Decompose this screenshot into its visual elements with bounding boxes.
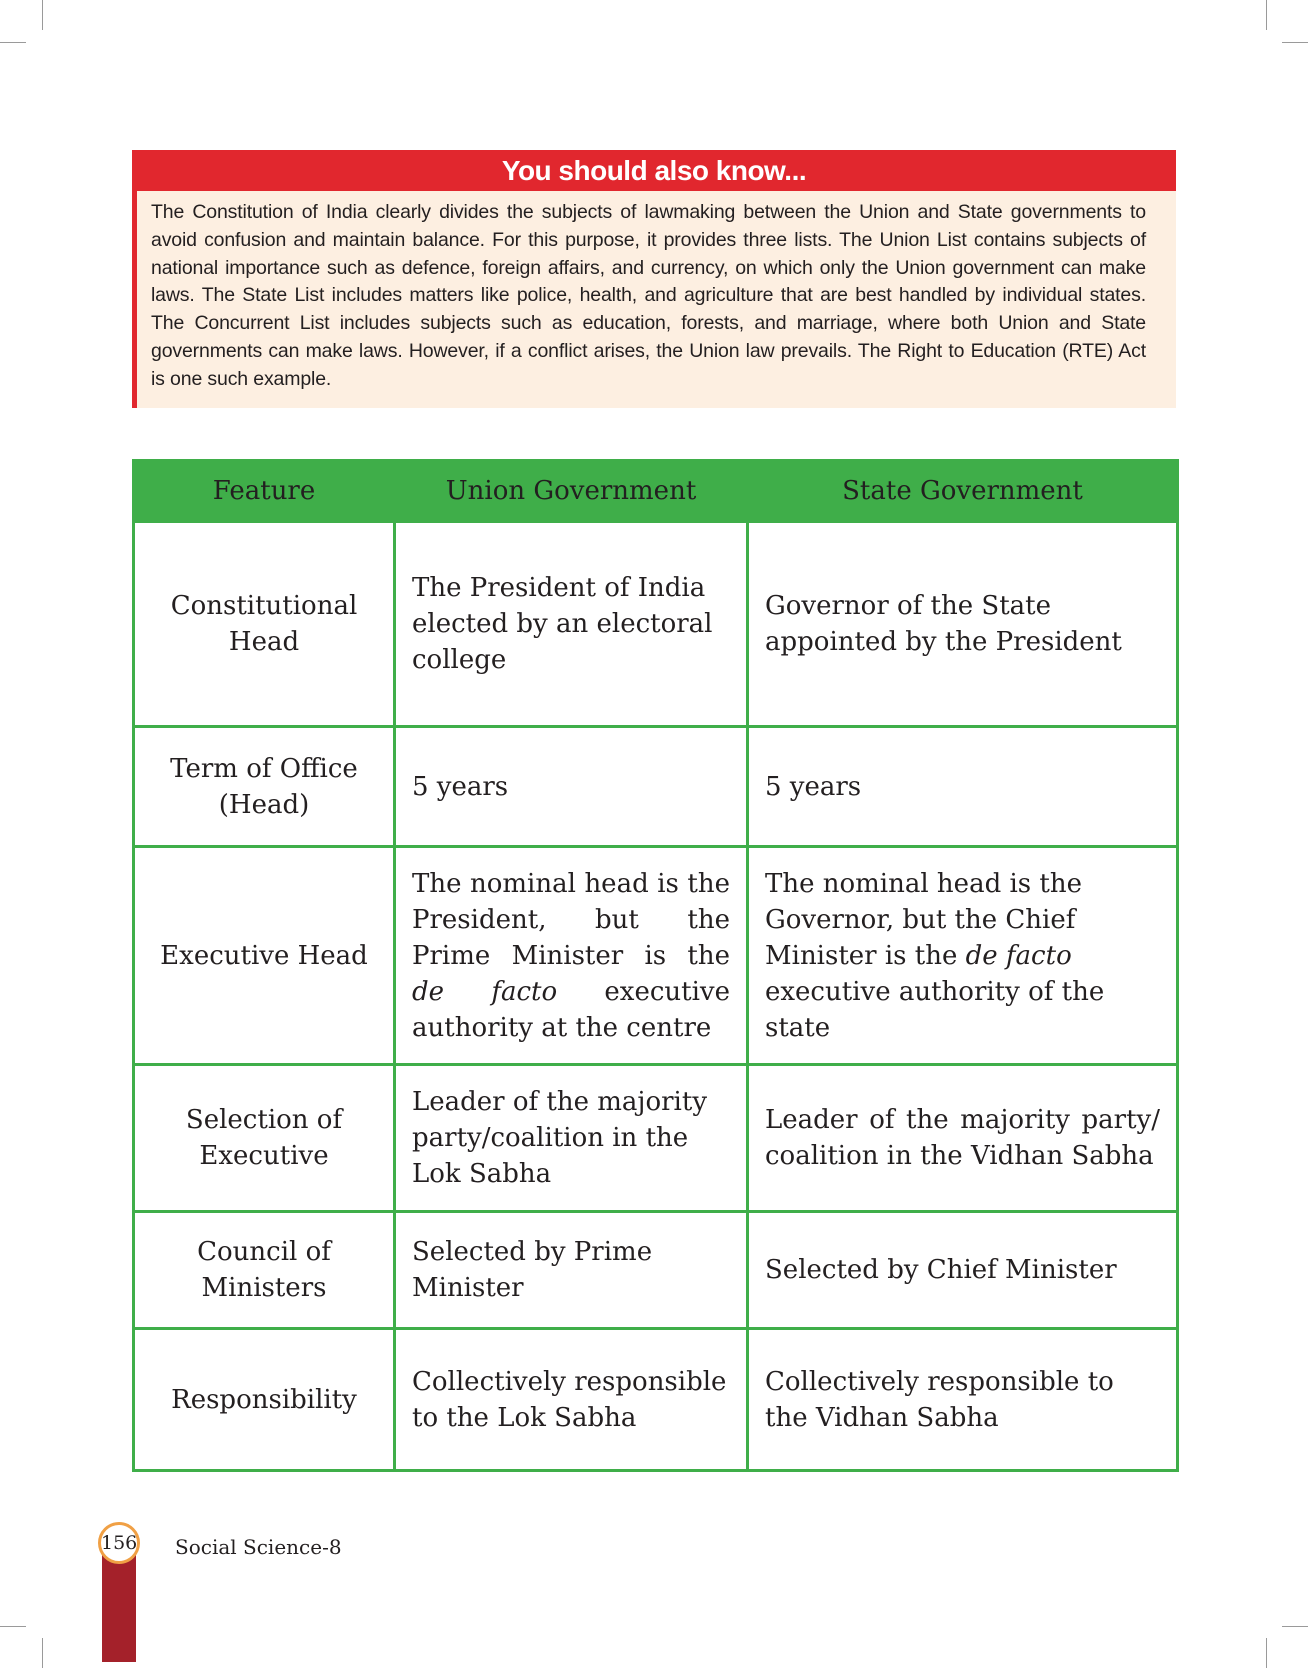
info-box-title: You should also know... — [132, 150, 1176, 191]
union-cell: 5 years — [395, 727, 748, 847]
header-union-government: Union Government — [395, 461, 748, 522]
feature-cell: Executive Head — [134, 847, 395, 1065]
header-feature: Feature — [134, 461, 395, 522]
state-text-italic: de facto — [965, 940, 1072, 971]
feature-cell: Selection of Executive — [134, 1065, 395, 1212]
table-row — [134, 1212, 1178, 1329]
table-row — [134, 1065, 1178, 1212]
crop-mark — [1282, 1626, 1308, 1627]
crop-mark — [1266, 0, 1267, 30]
union-text-before: The nominal head is the President, but the Prime Minister is the — [412, 868, 730, 971]
state-cell: 5 years — [748, 727, 1178, 847]
union-cell: Leader of the majority party/coalition in the Lok Sabha — [395, 1065, 748, 1212]
crop-mark — [0, 42, 26, 43]
crop-mark — [0, 1626, 26, 1627]
comparison-table — [132, 459, 1179, 1472]
header-state-government: State Government — [748, 461, 1178, 522]
table-row — [134, 522, 1178, 727]
union-text-italic: de facto — [412, 976, 558, 1007]
state-cell: Collectively responsible to the Vidhan Sabha — [748, 1329, 1178, 1471]
crop-mark — [1266, 1638, 1267, 1668]
state-text-after: executive authority of the state — [765, 976, 1105, 1043]
union-cell: The President of India elected by an electoral college — [395, 522, 748, 727]
state-text-before: The nominal head is the Governor, but the Chief Minister is the — [765, 868, 1082, 971]
state-cell — [748, 847, 1178, 1065]
book-title: Social Science-8 — [175, 1535, 342, 1559]
crop-mark — [42, 0, 43, 30]
info-box-text: The Constitution of India clearly divides the subjects of lawmaking between the Union and State governments to avoid confusion and maintain balance. For this purpose, it provides three lists. The Union List contains subjects of national importance such as defence, foreign affairs, and currency, on which only the Union government can make laws. The State List includes matters like police, health, and agriculture that are best handled by individual states. The Concurrent List includes subjects such as education, forests, and marriage, where both Union and State governments can make laws. However, if a conflict arises, the Union law prevails. The Right to Education (RTE) Act is one such example. — [132, 191, 1176, 408]
union-text-after: executive authority at the centre — [412, 976, 730, 1043]
page-ribbon — [102, 1552, 136, 1662]
state-cell: Selected by Chief Minister — [748, 1212, 1178, 1329]
union-cell — [395, 847, 748, 1065]
table-row — [134, 1329, 1178, 1471]
feature-cell: Responsibility — [134, 1329, 395, 1471]
page-number-marker — [98, 1522, 140, 1662]
feature-cell: Constitutional Head — [134, 522, 395, 727]
page-number: 156 — [98, 1522, 140, 1564]
state-cell: Governor of the State appointed by the President — [748, 522, 1178, 727]
crop-mark — [1282, 42, 1308, 43]
union-cell: Selected by Prime Minister — [395, 1212, 748, 1329]
table-row — [134, 847, 1178, 1065]
crop-mark — [42, 1638, 43, 1668]
union-cell: Collectively responsible to the Lok Sabha — [395, 1329, 748, 1471]
feature-cell: Term of Office (Head) — [134, 727, 395, 847]
feature-cell: Council of Ministers — [134, 1212, 395, 1329]
table-header-row — [134, 461, 1178, 522]
state-cell: Leader of the majority party/ coalition in the Vidhan Sabha — [748, 1065, 1178, 1212]
table-row — [134, 727, 1178, 847]
info-box — [132, 150, 1176, 408]
